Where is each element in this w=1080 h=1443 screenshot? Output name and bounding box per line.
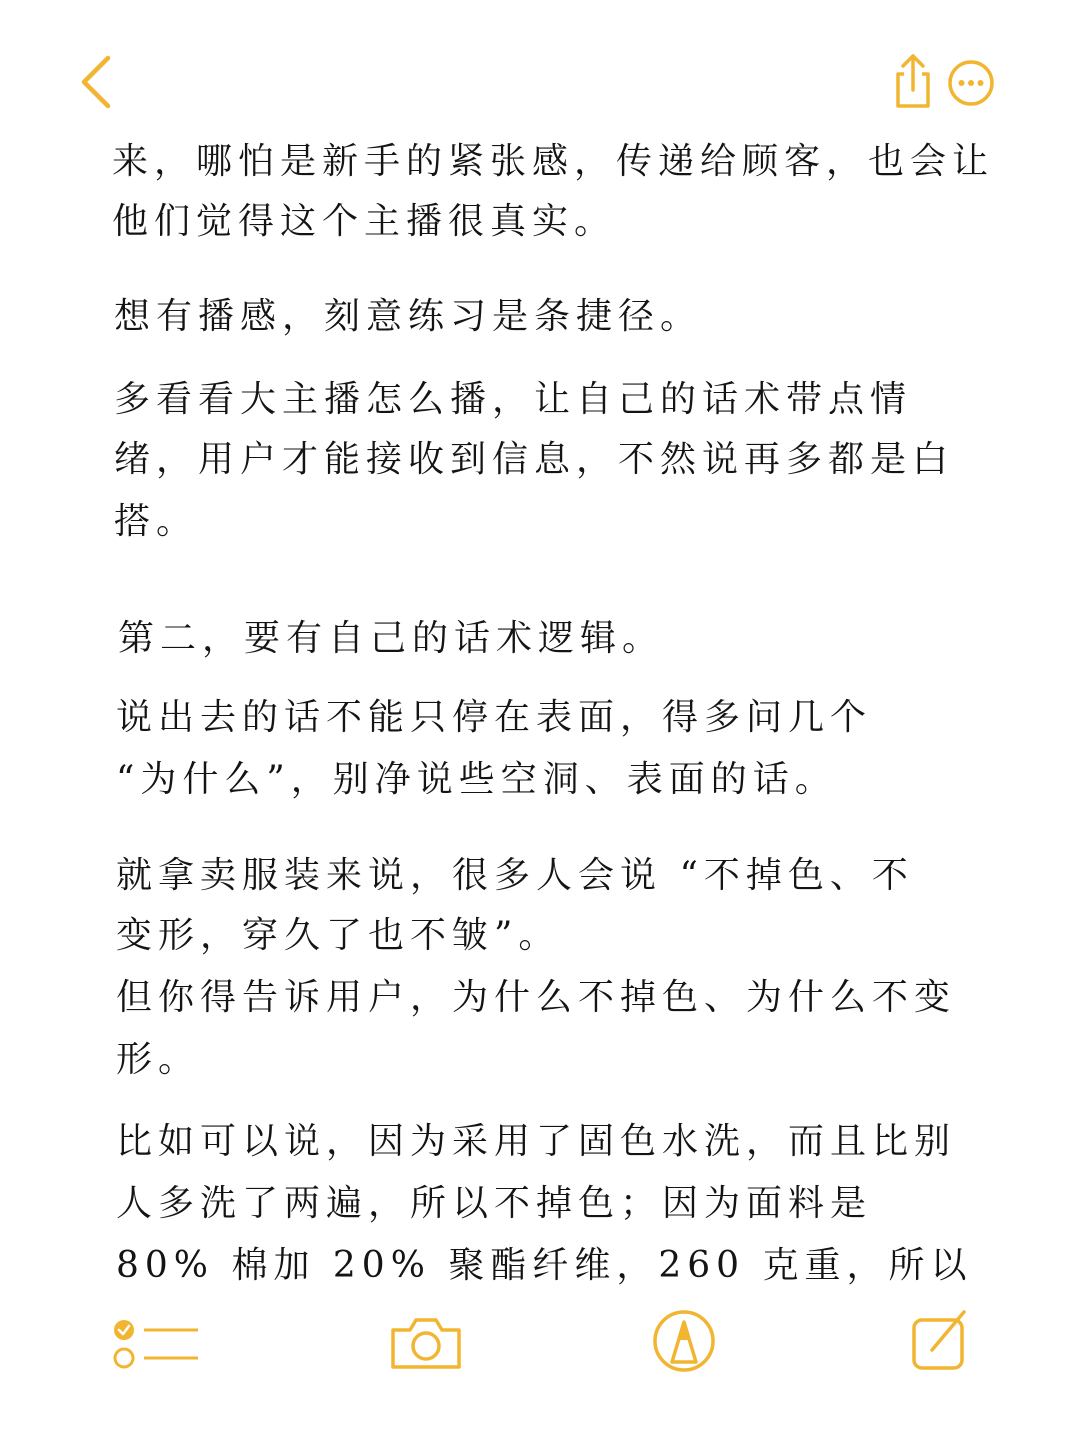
note-line: 搭。: [114, 501, 199, 542]
section-heading: 第二，要有自己的话术逻辑。: [118, 618, 665, 659]
note-line: 比如可以说，因为采用了固色水洗，而且比别: [116, 1121, 957, 1162]
checklist-icon[interactable]: [110, 1314, 202, 1374]
note-line: 来，哪怕是新手的紧张感，传递给顾客，也会让: [112, 141, 995, 182]
camera-icon[interactable]: [388, 1314, 464, 1372]
note-line: 他们觉得这个主播很真实。: [112, 201, 617, 242]
note-line: 就拿卖服装来说，很多人会说 “不掉色、不: [116, 855, 914, 896]
compose-icon[interactable]: [910, 1308, 970, 1372]
note-line: 但你得告诉用户，为什么不掉色、为什么不变: [116, 977, 957, 1018]
note-line: 多看看大主播怎么播，让自己的话术带点情: [114, 379, 913, 420]
note-line: 说出去的话不能只停在表面，得多问几个: [116, 697, 873, 738]
note-line: 想有播感，刻意练习是条捷径。: [114, 296, 703, 337]
note-line: 变形，穿久了也不皱”。: [116, 915, 561, 956]
note-line: “为什么”，别净说些空洞、表面的话。: [116, 759, 837, 800]
note-line: 80% 棉加 20% 聚酯纤维，260 克重，所以: [116, 1245, 973, 1286]
note-line: 绪，用户才能接收到信息，不然说再多都是白: [114, 439, 955, 480]
note-line: 人多洗了两遍，所以不掉色；因为面料是: [116, 1183, 873, 1224]
bottom-toolbar: [0, 1300, 1080, 1443]
markup-pen-icon[interactable]: [652, 1308, 716, 1374]
note-line: 形。: [116, 1039, 201, 1080]
